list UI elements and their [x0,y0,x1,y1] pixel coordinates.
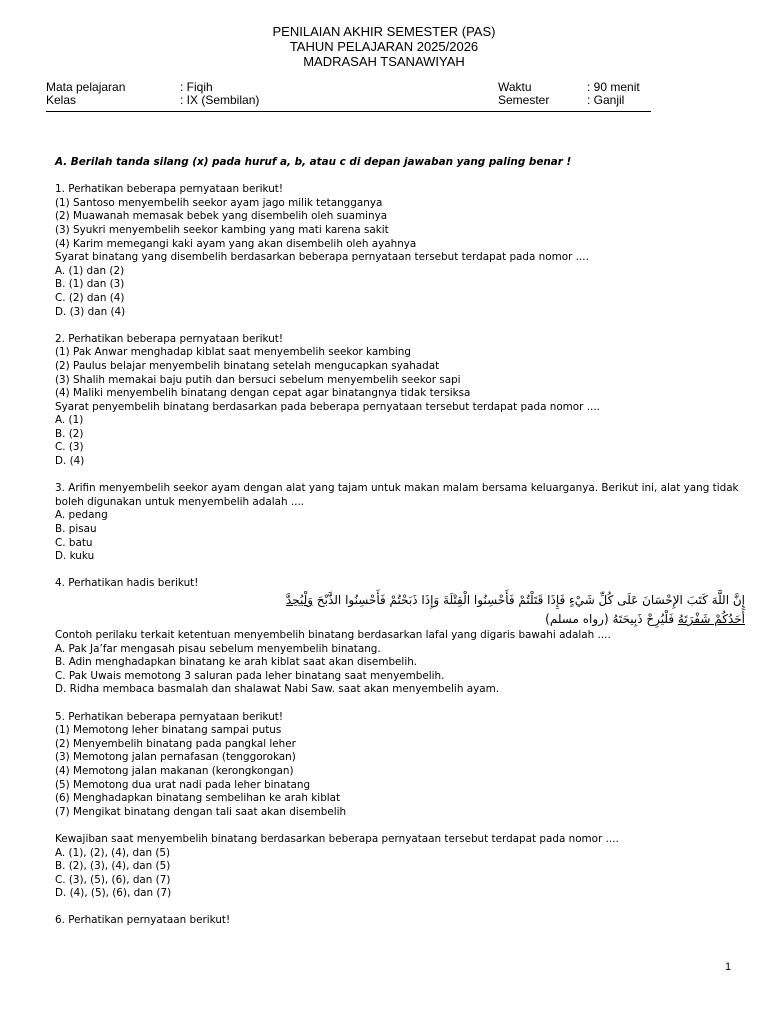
info-row-1 [46,81,651,94]
hadith-arabic-text [55,591,745,629]
question-text: Contoh perilaku terkait ketentuan menyembelih binatang berdasarkan lafal yang digaris bawahi adalah .... [55,629,611,641]
semester-value: : Ganjil [587,93,625,107]
hadith-line-1: إِنَّ اللَّهَ كَتَبَ الإِحْسَانَ عَلَى كُلِّ شَيْءٍ فَإِذَا قَتَلْتُمْ فَأَحْسِنُوا الْقِتْلَةَ وَإِذَا ذَبَحْتُمْ فَأَحْسِنُوا الذَّبْحَ [316,593,745,607]
answer-option-b[interactable]: B. Adin menghadapkan binatang ke arah kiblat saat akan disembelih. [55,656,418,669]
time-value: : 90 menit [587,80,640,94]
question-stem: 5. Perhatikan beberapa pernyataan berikut! [55,710,284,723]
page-number: 1 [725,961,732,973]
statement: (5) Memotong dua urat nadi pada leher binatang [55,778,311,791]
question-stem: 2. Perhatikan beberapa pernyataan berikut! [55,332,284,345]
question-5 [55,711,745,901]
answer-option-d[interactable]: D. Ridha membaca basmalah dan shalawat Nabi Saw. saat akan menyembelih ayam. [55,683,500,696]
question-4 [55,577,745,697]
question-2 [55,333,745,469]
class-label: Kelas [46,93,77,107]
statement: (3) Syukri menyembelih seekor kambing yang mati karena sakit [55,223,389,236]
statement: (4) Karim memegangi kaki ayam yang akan disembelih oleh ayahnya [55,237,417,250]
question-text: Kewajiban saat menyembelih binatang berdasarkan beberapa pernyataan tersebut terdapat pada nomor .... [55,832,619,845]
statement: (2) Paulus belajar menyembelih binatang setelah mengucapkan syahadat [55,359,440,372]
section-instruction: A. Berilah tanda silang (x) pada huruf a, b, atau c di depan jawaban yang paling benar ! [55,156,572,168]
statement: (1) Pak Anwar menghadap kiblat saat menyembelih seekor kambing [55,346,411,359]
exam-content [55,156,745,928]
question-1 [55,183,745,319]
statement: (2) Menyembelih binatang pada pangkal leher [55,737,296,750]
answer-option-a[interactable]: A. (1) [55,414,84,427]
exam-title: PENILAIAN AKHIR SEMESTER (PAS) [272,24,496,39]
answer-option-a[interactable]: A. pedang [55,509,108,522]
statement: (3) Shalih memakai baju putih dan bersuci sebelum menyembelih seekor sapi [55,373,461,386]
time-label: Waktu [498,80,532,94]
answer-option-b[interactable]: B. (2), (3), (4), dan (5) [55,860,171,873]
answer-option-a[interactable]: A. Pak Ja’far mengasah pisau sebelum menyembelih binatang. [55,642,381,655]
statement: (1) Memotong leher binatang sampai putus [55,724,282,737]
statement: (3) Memotong jalan pernafasan (tenggorokan) [55,751,296,764]
exam-info [46,81,651,107]
header-divider [46,111,651,112]
school-name: MADRASAH TSANAWIYAH [303,54,465,69]
question-stem: 3. Arifin menyembelih seekor ayam dengan alat yang tajam untuk makan malam bersama keluarganya. Berikut ini, alat yang tidak boleh digunakan untuk menyembelih adalah .... [55,482,739,508]
answer-option-a[interactable]: A. (1), (2), (4), dan (5) [55,846,171,859]
subject-label: Mata pelajaran [46,80,126,94]
statement: (4) Memotong jalan makanan (kerongkongan) [55,764,294,777]
statement: (1) Santoso menyembelih seekor ayam jago milik tetangganya [55,196,383,209]
info-row-2 [46,94,651,107]
statement: (4) Maliki menyembelih binatang dengan cepat agar binatangnya tidak tersiksa [55,387,471,400]
answer-option-c[interactable]: C. (3), (5), (6), dan (7) [55,873,171,886]
answer-option-d[interactable]: D. (4) [55,455,85,468]
answer-option-c[interactable]: C. (3) [55,441,84,454]
question-stem: 1. Perhatikan beberapa pernyataan berikut! [55,183,284,196]
semester-label: Semester [498,93,550,107]
answer-option-d[interactable]: D. (4), (5), (6), dan (7) [55,887,172,900]
question-text: Syarat penyembelih binatang berdasarkan pada beberapa pernyataan tersebut terdapat pada nomor .... [55,400,600,413]
class-value: : IX (Sembilan) [180,93,260,107]
answer-option-b[interactable]: B. pisau [55,523,97,536]
statement: (6) Menghadapkan binatang sembelihan ke arah kiblat [55,792,341,805]
hadith-underlined-2: أَحَدُكُمْ شَفْرَتَهُ [677,612,745,626]
answer-option-b[interactable]: B. (2) [55,427,84,440]
question-text: Syarat binatang yang disembelih berdasarkan beberapa pernyataan tersebut terdapat pada nomor .... [55,251,589,264]
answer-option-c[interactable]: C. Pak Uwais memotong 3 saluran pada leher binatang saat menyembelih. [55,669,445,682]
hadith-line-2: فَلْيُرِحْ ذَبِيحَتَهُ (رواه مسلم) [545,612,675,626]
hadith-underlined-1: وَلْيُحِدَّ [285,593,314,607]
question-6 [55,914,745,928]
answer-option-b[interactable]: B. (1) dan (3) [55,278,125,291]
answer-option-d[interactable]: D. kuku [55,550,95,563]
academic-year: TAHUN PELAJARAN 2025/2026 [289,39,479,54]
document-header [0,24,768,69]
answer-option-d[interactable]: D. (3) dan (4) [55,305,126,318]
answer-option-a[interactable]: A. (1) dan (2) [55,264,125,277]
statement: (2) Muawanah memasak bebek yang disembelih oleh suaminya [55,210,388,223]
subject-value: : Fiqih [180,80,213,94]
question-stem: 6. Perhatikan pernyataan berikut! [55,914,231,927]
question-3 [55,482,745,564]
question-stem: 4. Perhatikan hadis berikut! [55,577,199,590]
statement: (7) Mengikat binatang dengan tali saat akan disembelih [55,805,347,818]
answer-option-c[interactable]: C. batu [55,536,93,549]
answer-option-c[interactable]: C. (2) dan (4) [55,291,125,304]
